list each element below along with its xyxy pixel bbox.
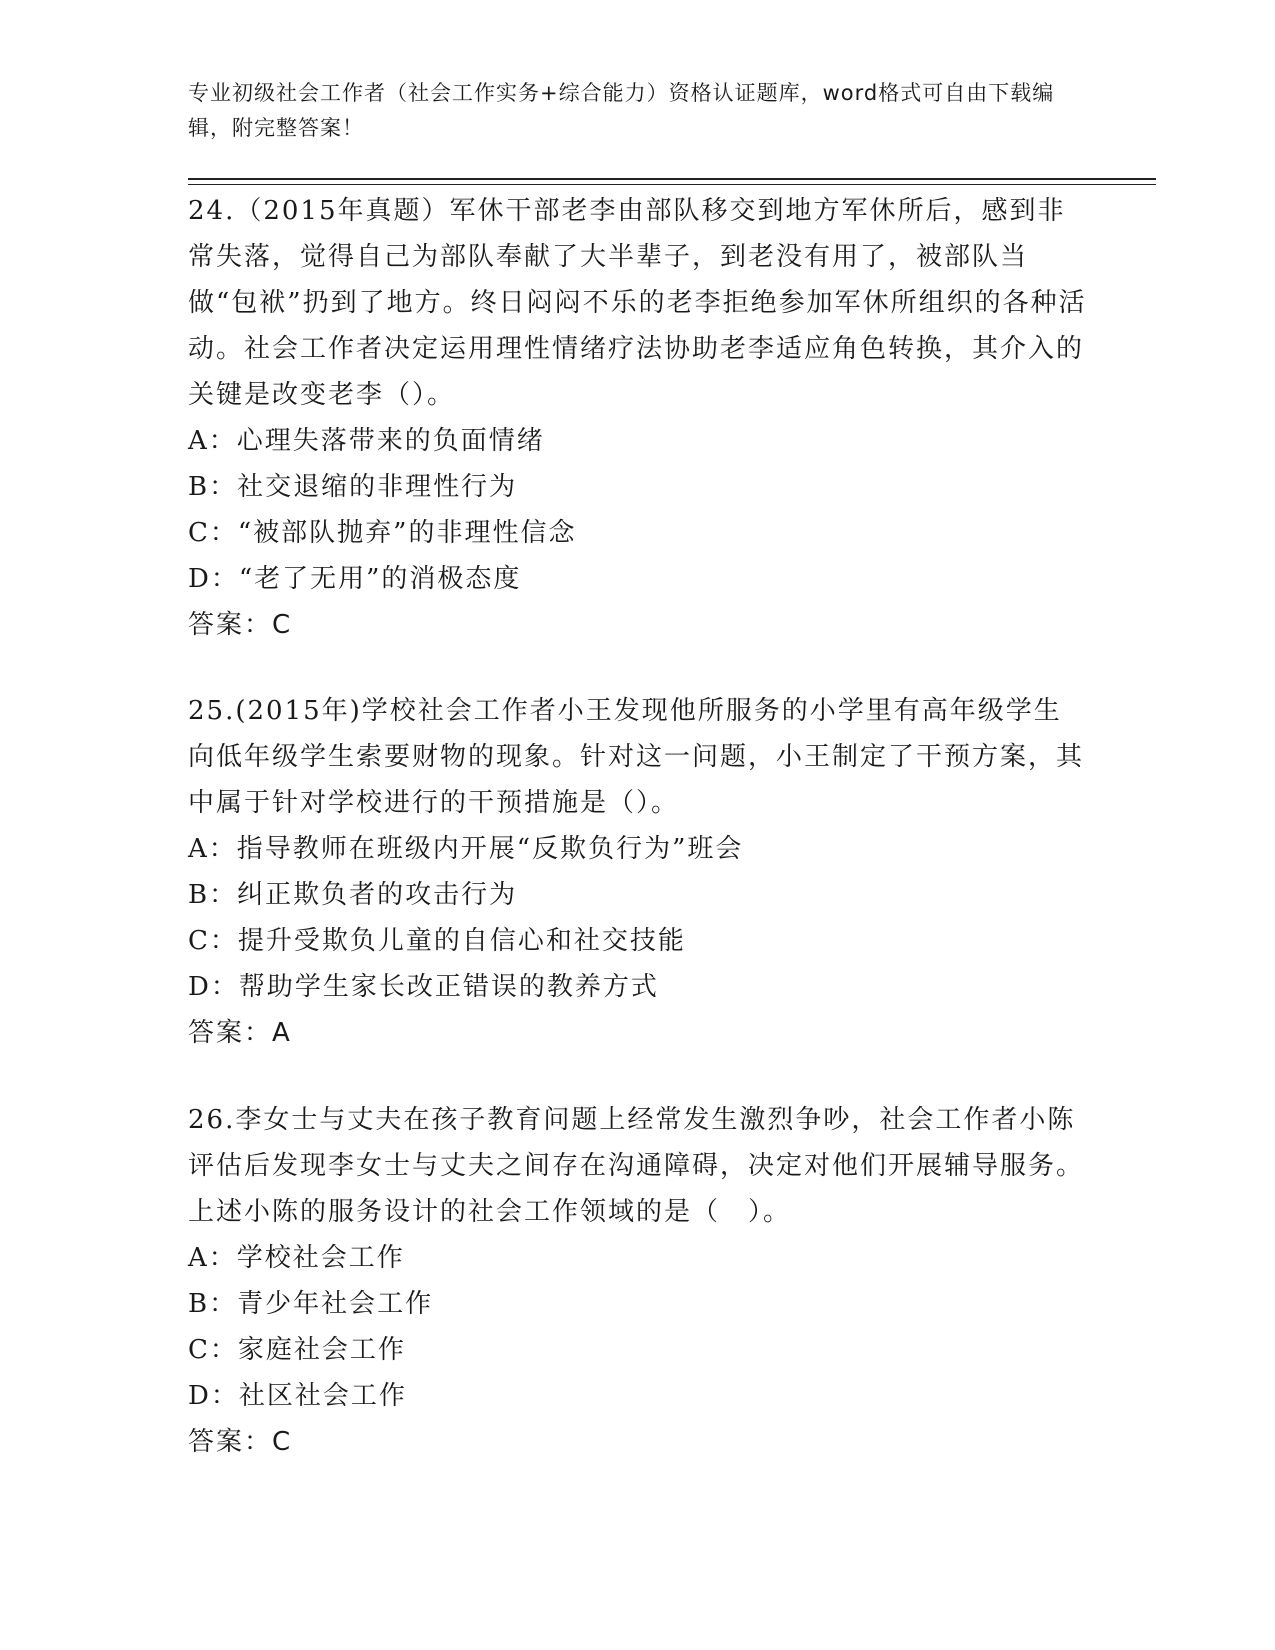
- answer-line: 答案：C: [188, 610, 293, 640]
- option-a: A：学校社会工作: [188, 1243, 405, 1273]
- option-a: A：心理失落带来的负面情绪: [188, 426, 545, 456]
- question-stem: 26.李女士与丈夫在孩子教育问题上经常发生激烈争吵，社会工作者小陈评估后发现李女士与丈夫之间存在沟通障碍，决定对他们开展辅导服务。上述小陈的服务设计的社会工作领域的是（ ）。: [188, 1105, 1085, 1227]
- answer-line: 答案：A: [188, 1018, 292, 1048]
- option-a: A：指导教师在班级内开展“反欺负行为”班会: [188, 834, 744, 864]
- option-d: D：社区社会工作: [188, 1381, 407, 1411]
- document-header: 专业初级社会工作者（社会工作实务+综合能力）资格认证题库，word格式可自由下载编辑，附完整答案！: [188, 81, 1055, 140]
- header-rule-thin: [188, 184, 1156, 185]
- answer-line: 答案：C: [188, 1427, 293, 1457]
- option-c: C：“被部队抛弃”的非理性信念: [188, 518, 577, 548]
- question-25: [188, 688, 1088, 1056]
- question-24: [188, 188, 1088, 648]
- option-b: B：社交退缩的非理性行为: [188, 472, 518, 502]
- question-26: [188, 1097, 1088, 1465]
- header-rule-thick: [188, 178, 1156, 180]
- option-b: B：青少年社会工作: [188, 1289, 434, 1319]
- question-stem: 25.(2015年)学校社会工作者小王发现他所服务的小学里有高年级学生向低年级学生索要财物的现象。针对这一问题，小王制定了干预方案，其中属于针对学校进行的干预措施是（）。: [188, 696, 1085, 818]
- question-stem: 24.（2015年真题）军休干部老李由部队移交到地方军休所后，感到非常失落，觉得自己为部队奉献了大半辈子，到老没有用了，被部队当做“包袱”扔到了地方。终日闷闷不乐的老李拒绝参加军休所组织的各种活动。社会工作者决定运用理性情绪疗法协助老李适应角色转换，其介入的关键是改变老李（）。: [188, 196, 1087, 410]
- option-d: D：“老了无用”的消极态度: [188, 564, 522, 594]
- option-b: B：纠正欺负者的攻击行为: [188, 880, 518, 910]
- option-d: D：帮助学生家长改正错误的教养方式: [188, 972, 659, 1002]
- option-c: C：家庭社会工作: [188, 1335, 406, 1365]
- option-c: C：提升受欺负儿童的自信心和社交技能: [188, 926, 686, 956]
